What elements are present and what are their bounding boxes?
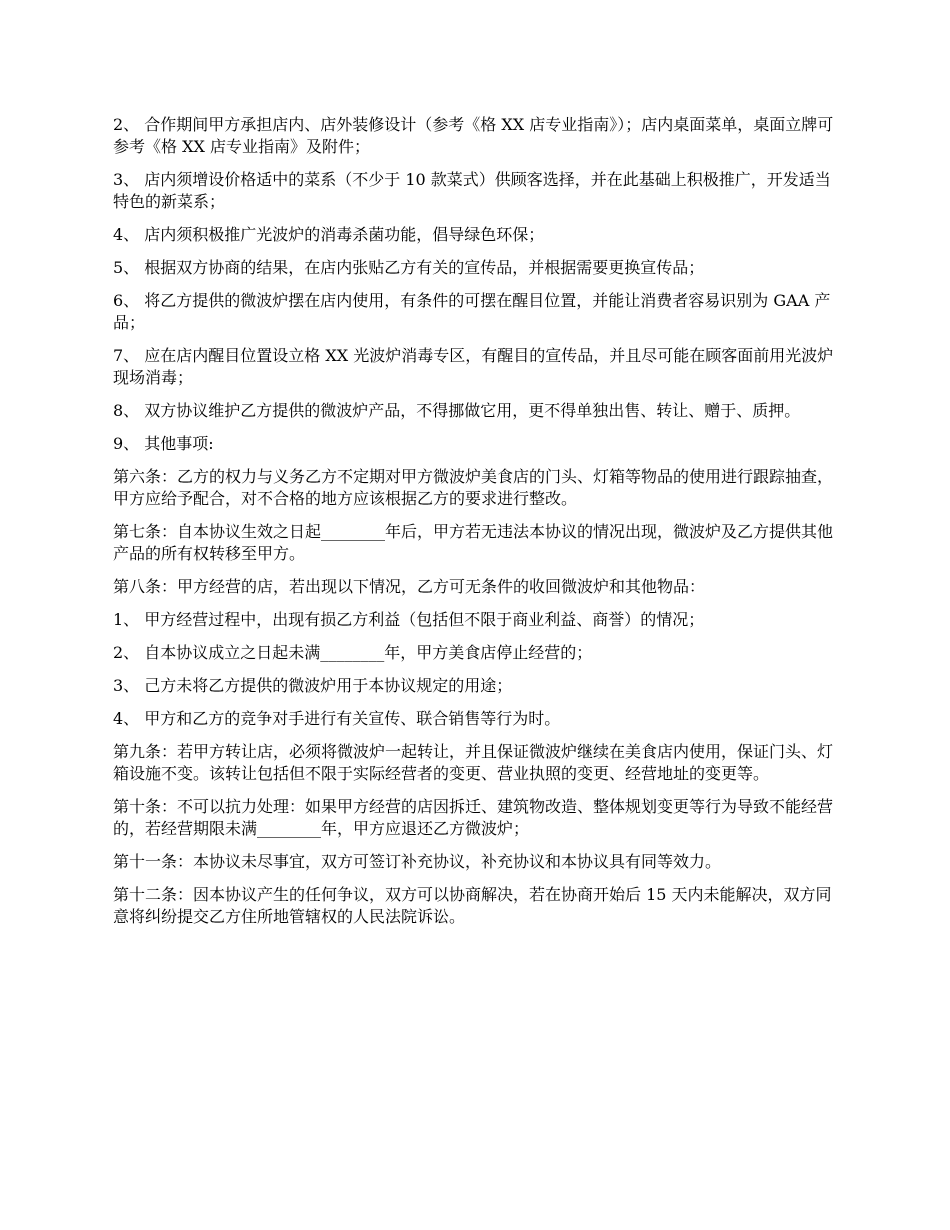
article-8-item-2: 2、 自本协议成立之日起未满________年，甲方美食店停止经营的； <box>113 643 593 662</box>
article-8-item-4: 4、 甲方和乙方的竞争对手进行有关宣传、联合销售等行为时。 <box>113 709 561 728</box>
article-8-item-3: 3、 己方未将乙方提供的微波炉用于本协议规定的用途； <box>113 676 513 695</box>
article-6: 第六条：乙方的权力与义务乙方不定期对甲方微波炉美食店的门头、灯箱等物品的使用进行跟踪抽查，甲方应给予配合，对不合格的地方应该根据乙方的要求进行整改。 <box>113 467 834 508</box>
article-9: 第九条：若甲方转让店，必须将微波炉一起转让，并且保证微波炉继续在美食店内使用，保证门头、灯箱设施不变。该转让包括但不限于实际经营者的变更、营业执照的变更、经营地址的变更等。 <box>113 742 834 783</box>
clause-6: 6、 将乙方提供的微波炉摆在店内使用，有条件的可摆在醒目位置，并能让消费者容易识别为 GAA 产品； <box>113 291 831 332</box>
clause-9: 9、 其他事项: <box>113 434 214 453</box>
document-body <box>113 114 843 939</box>
clause-4: 4、 店内须积极推广光波炉的消毒杀菌功能，倡导绿色环保； <box>113 225 545 244</box>
clause-5: 5、 根据双方协商的结果，在店内张贴乙方有关的宣传品，并根据需要更换宣传品； <box>113 258 705 277</box>
article-11: 第十一条：本协议未尽事宜，双方可签订补充协议，补充协议和本协议具有同等效力。 <box>113 852 722 871</box>
clause-8: 8、 双方协议维护乙方提供的微波炉产品，不得挪做它用，更不得单独出售、转让、赠于、质押。 <box>113 401 801 420</box>
clause-7: 7、 应在店内醒目位置设立格 XX 光波炉消毒专区，有醒目的宣传品，并且尽可能在顾客面前用光波炉现场消毒； <box>113 346 834 387</box>
article-12: 第十二条：因本协议产生的任何争议，双方可以协商解决，若在协商开始后 15 天内未能解决，双方同意将纠纷提交乙方住所地管辖权的人民法院诉讼。 <box>113 885 832 926</box>
article-10: 第十条：不可以抗力处理：如果甲方经营的店因拆迁、建筑物改造、整体规划变更等行为导致不能经营的，若经营期限未满________年，甲方应退还乙方微波炉； <box>113 797 834 838</box>
article-7: 第七条：自本协议生效之日起________年后，甲方若无违法本协议的情况出现，微波炉及乙方提供其他产品的所有权转移至甲方。 <box>113 522 834 563</box>
article-8-item-1: 1、 甲方经营过程中，出现有损乙方利益（包括但不限于商业利益、商誉）的情况； <box>113 610 705 629</box>
article-8: 第八条：甲方经营的店，若出现以下情况，乙方可无条件的收回微波炉和其他物品： <box>113 577 706 596</box>
clause-2: 2、 合作期间甲方承担店内、店外装修设计（参考《格 XX 店专业指南》）；店内桌面菜单，桌面立牌可参考《格 XX 店专业指南》及附件； <box>113 115 834 156</box>
clause-3: 3、 店内须增设价格适中的菜系（不少于 10 款菜式）供顾客选择，并在此基础上积极推广，开发适当特色的新菜系； <box>113 170 831 211</box>
